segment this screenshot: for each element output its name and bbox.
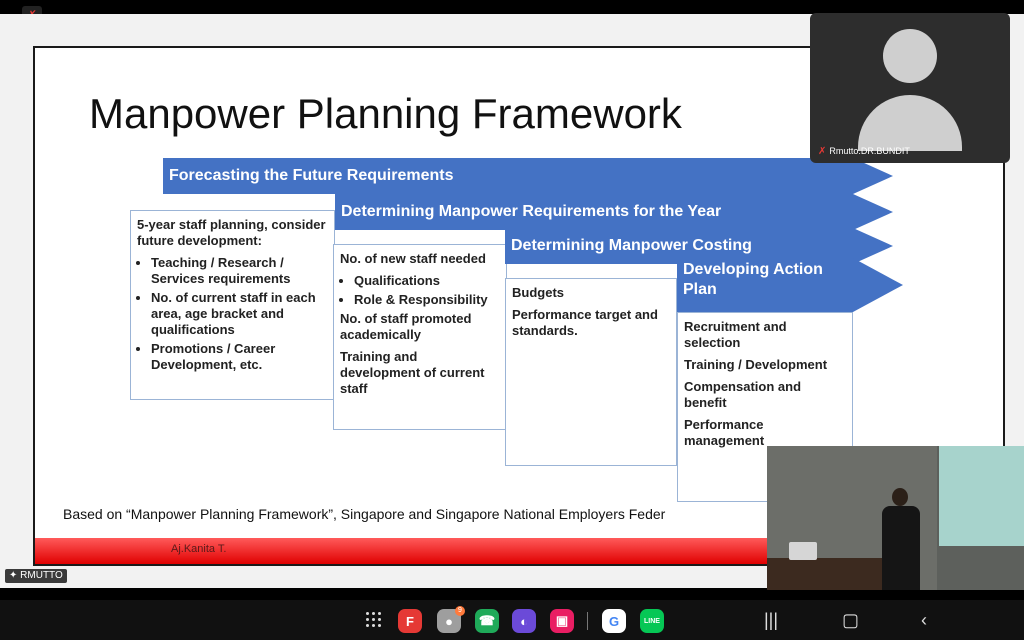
- internet-app-icon[interactable]: ◐: [512, 609, 536, 633]
- back-icon[interactable]: ‹: [921, 610, 927, 630]
- presenter-body: [882, 506, 920, 590]
- box-costing: [505, 278, 677, 466]
- stage-label-requirements: Determining Manpower Requirements for the Year: [341, 203, 722, 220]
- stage-label-action-plan: Developing Action Plan: [683, 261, 823, 298]
- participant-name: Rmutto.DR.BUNDIT: [829, 146, 910, 156]
- screen-recorder-app-icon[interactable]: ▣: [550, 609, 574, 633]
- box-costing-line2: Performance target and standards.: [512, 307, 658, 338]
- box-forecasting: [130, 210, 335, 400]
- camera-video-tile[interactable]: [767, 446, 1024, 590]
- box-costing-line1: Budgets: [512, 285, 564, 300]
- arrowhead-requirements: [853, 194, 893, 230]
- list-item: • Qualifications: [354, 273, 500, 289]
- box-requirements-line2: No. of staff promoted academically: [340, 311, 472, 342]
- avatar-body: [858, 95, 962, 151]
- flipboard-app-icon[interactable]: F: [398, 609, 422, 633]
- recent-apps-icon[interactable]: |||: [764, 610, 779, 630]
- box-action-line3: Compensation and benefit: [684, 379, 802, 410]
- participant-video-tile[interactable]: [810, 13, 1010, 163]
- list-item: • Teaching / Research / Services requirements: [151, 255, 328, 287]
- box-requirements-line1: No. of new staff needed: [340, 251, 486, 266]
- self-name: RMUTTO: [20, 570, 63, 581]
- box-action-line4: Performance management: [684, 417, 765, 448]
- box-requirements-line3: Training and development of current staff: [340, 349, 485, 396]
- footer-label: Aj.Kanita T.: [171, 543, 227, 555]
- room-window: [939, 446, 1024, 546]
- participant-name-tag: [818, 146, 910, 157]
- self-name-tag: [5, 569, 67, 583]
- arrowhead-action-plan: [853, 258, 903, 312]
- line-app-icon[interactable]: LINE: [640, 609, 664, 633]
- room-desk: [767, 558, 887, 590]
- stage-label-forecasting: Forecasting the Future Requirements: [169, 167, 454, 184]
- list-item: • Promotions / Career Development, etc.: [151, 341, 328, 373]
- list-item: • No. of current staff in each area, age bracket and qualifications: [151, 290, 328, 338]
- pin-icon: ✦: [9, 570, 18, 581]
- phone-app-icon[interactable]: ☎: [475, 609, 499, 633]
- game-launcher-app-icon[interactable]: ●: [437, 609, 461, 633]
- mic-off-icon: ✗: [818, 146, 827, 157]
- box-requirements: [333, 244, 507, 430]
- box-action-line2: Training / Development: [684, 357, 828, 372]
- home-icon[interactable]: ▢: [842, 610, 860, 630]
- box-action-line1: Recruitment and selection: [684, 319, 787, 350]
- app-drawer-icon[interactable]: [366, 612, 382, 628]
- box-forecasting-intro: 5-year staff planning, consider future development:: [137, 217, 326, 248]
- list-item: • Role & Responsibility: [354, 292, 500, 308]
- dock-separator: [587, 612, 588, 630]
- notification-badge: 9: [455, 606, 465, 616]
- presenter-head: [892, 488, 908, 506]
- arrowhead-forecasting: [853, 158, 893, 194]
- stage-label-costing: Determining Manpower Costing: [511, 237, 752, 254]
- status-bar: [0, 0, 1024, 14]
- google-app-icon[interactable]: G: [602, 609, 626, 633]
- avatar: [883, 29, 937, 83]
- room-laptop: [789, 542, 817, 560]
- slide-title: Manpower Planning Framework: [89, 90, 682, 137]
- source-note: Based on “Manpower Planning Framework”, Singapore and Singapore National Employers Feder: [63, 506, 666, 522]
